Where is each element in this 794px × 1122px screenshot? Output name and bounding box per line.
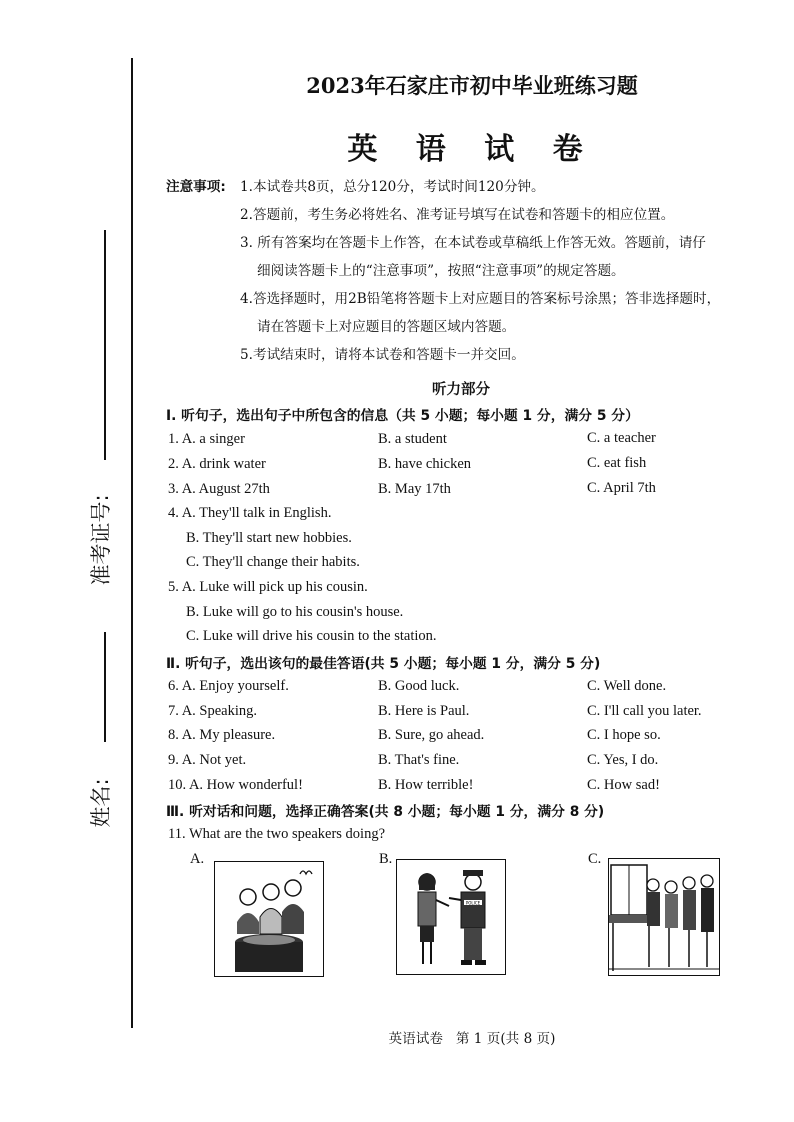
q10-option-b: B. How terrible! — [378, 777, 474, 793]
part3-heading: Ⅲ. 听对话和问题，选择正确答案(共 8 小题；每小题 1 分，满分 8 分) — [166, 804, 605, 820]
q5-option-a: 5. A. Luke will pick up his cousin. — [168, 579, 368, 595]
q11-picture-c — [608, 858, 720, 976]
police-badge-text: POLICE — [465, 900, 481, 906]
note-item-4: 4.答选择题时，用2B铅笔将答题卡上对应题目的答案标号涂黑；答非选择题时， — [240, 291, 721, 307]
q8-option-b: B. Sure, go ahead. — [378, 727, 485, 743]
listening-heading: 听力部分 — [432, 382, 490, 398]
q3-option-c: C. April 7th — [587, 480, 656, 496]
part1-heading: Ⅰ. 听句子，选出句子中所包含的信息（共 5 小题；每小题 1 分，满分 5 分） — [166, 408, 639, 424]
q3-option-a: 3. A. August 27th — [168, 481, 270, 497]
q1-option-c: C. a teacher — [587, 430, 656, 446]
page-footer: 英语试卷 第 1 页(共 8 页) — [388, 1031, 556, 1047]
q4-option-a: 4. A. They'll talk in English. — [168, 505, 332, 521]
q5-option-b: B. Luke will go to his cousin's house. — [186, 604, 404, 620]
police-scene-illustration — [397, 860, 505, 974]
q2-option-c: C. eat fish — [587, 455, 647, 471]
name-label: 姓名: — [89, 778, 113, 828]
name-underline — [104, 632, 106, 742]
q6-option-a: 6. A. Enjoy yourself. — [168, 678, 289, 694]
binding-line — [131, 58, 133, 1028]
q11-label-c: C. — [588, 851, 602, 867]
q8-option-c: C. I hope so. — [587, 727, 661, 743]
q11-picture-b — [396, 859, 506, 975]
q11-picture-a — [214, 861, 324, 977]
q6-option-b: B. Good luck. — [378, 678, 460, 694]
q6-option-c: C. Well done. — [587, 678, 667, 694]
exam-subtitle: 英 语 试 卷 — [347, 132, 597, 167]
q8-option-a: 8. A. My pleasure. — [168, 727, 276, 743]
notes-heading: 注意事项: — [166, 179, 226, 195]
note-item-3-cont: 细阅读答题卡上的“注意事项”，按照“注意事项”的规定答题。 — [257, 263, 625, 279]
note-item-5: 5.考试结束时，请将本试卷和答题卡一并交回。 — [240, 347, 525, 363]
q4-option-c: C. They'll change their habits. — [186, 554, 360, 570]
exam-id-label: 准考证号: — [89, 494, 113, 586]
note-item-2: 2.答题前，考生务必将姓名、准考证号填写在试卷和答题卡的相应位置。 — [240, 207, 675, 223]
q10-option-a: 10. A. How wonderful! — [168, 777, 303, 793]
exam-id-underline — [104, 230, 106, 460]
q11-question: 11. What are the two speakers doing? — [168, 826, 386, 842]
q9-option-c: C. Yes, I do. — [587, 752, 659, 768]
q7-option-b: B. Here is Paul. — [378, 703, 470, 719]
q5-option-c: C. Luke will drive his cousin to the station. — [186, 628, 437, 644]
q10-option-c: C. How sad! — [587, 777, 660, 793]
q9-option-a: 9. A. Not yet. — [168, 752, 247, 768]
q3-option-b: B. May 17th — [378, 481, 451, 497]
note-item-4-cont: 请在答题卡上对应题目的答题区域内答题。 — [257, 319, 516, 335]
exam-title: 2023年石家庄市初中毕业班练习题 — [306, 73, 638, 98]
q4-option-b: B. They'll start new hobbies. — [186, 530, 352, 546]
q11-label-a: A. — [190, 851, 205, 867]
q1-option-b: B. a student — [378, 431, 447, 447]
q2-option-a: 2. A. drink water — [168, 456, 266, 472]
note-item-1: 1.本试卷共8页，总分120分，考试时间120分钟。 — [240, 179, 545, 195]
note-item-3: 3. 所有答案均在答题卡上作答，在本试卷或草稿纸上作答无效。答题前，请仔 — [240, 235, 706, 251]
q7-option-c: C. I'll call you later. — [587, 703, 702, 719]
part2-heading: Ⅱ. 听句子，选出该句的最佳答语(共 5 小题；每小题 1 分，满分 5 分) — [166, 656, 601, 672]
hotpot-scene-illustration — [215, 862, 323, 976]
q11-label-b: B. — [379, 851, 393, 867]
q2-option-b: B. have chicken — [378, 456, 472, 472]
q9-option-b: B. That's fine. — [378, 752, 460, 768]
q1-option-a: 1. A. a singer — [168, 431, 245, 447]
queue-scene-illustration — [609, 859, 719, 975]
q7-option-a: 7. A. Speaking. — [168, 703, 258, 719]
